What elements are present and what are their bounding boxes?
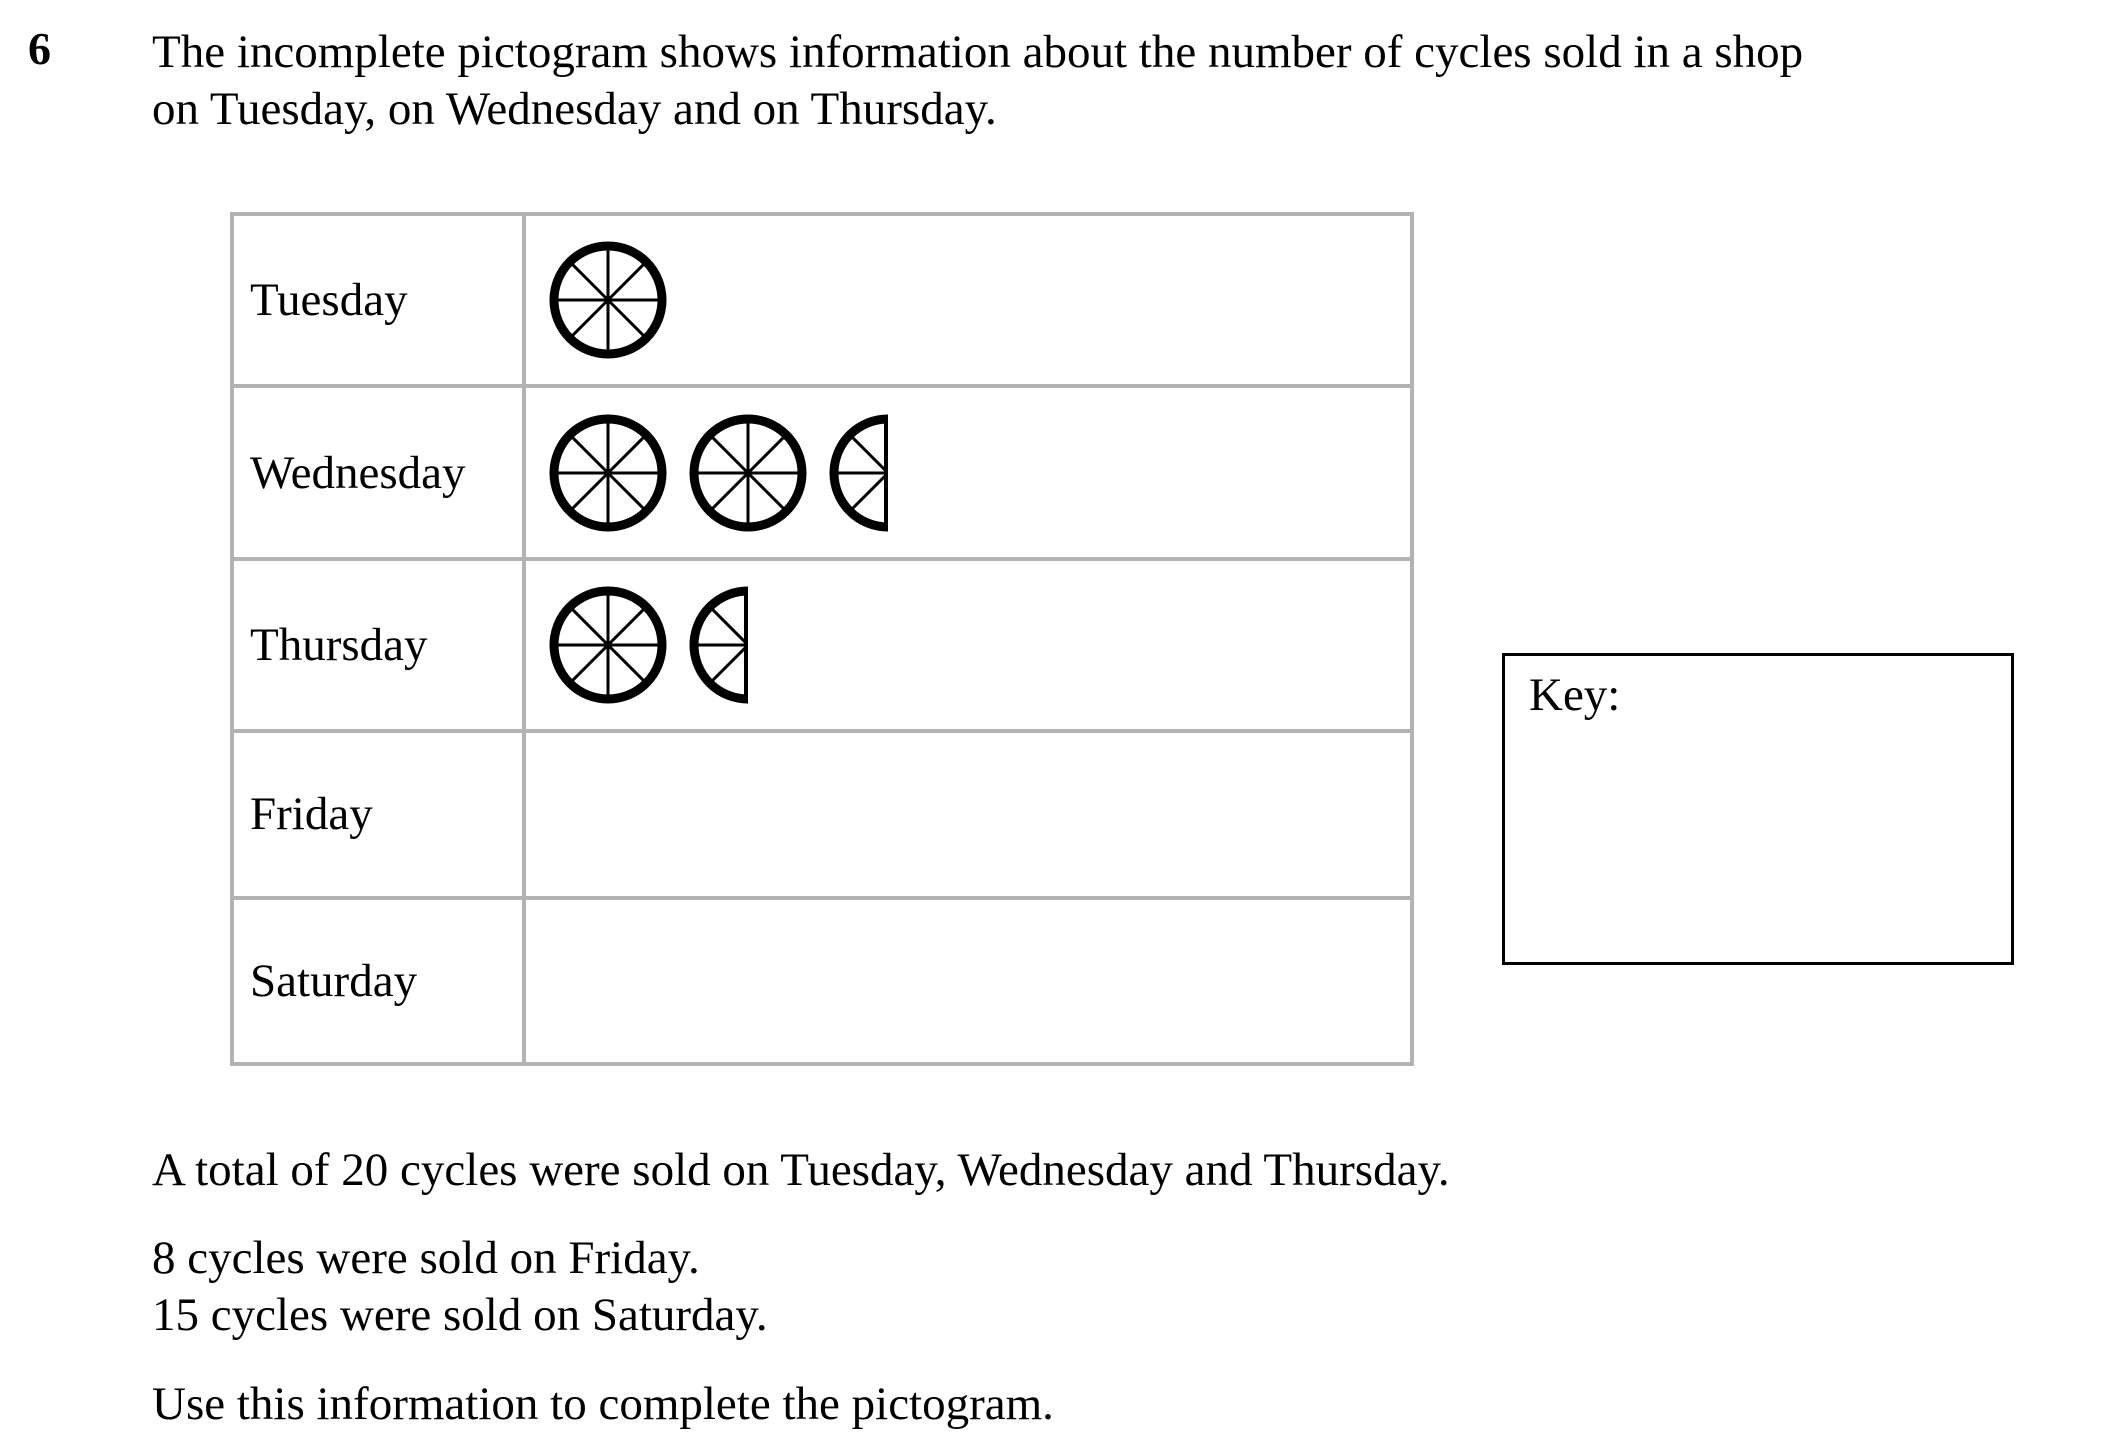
pictogram-row-friday xyxy=(232,731,1412,897)
wheel-icon xyxy=(548,413,668,533)
symbol-cell-empty[interactable] xyxy=(524,898,1412,1064)
pictogram-row-tuesday xyxy=(232,214,1412,386)
day-label: Thursday xyxy=(232,559,524,731)
info-total: A total of 20 cycles were sold on Tuesday, Wednesday and Thursday. xyxy=(152,1144,1450,1196)
day-label: Friday xyxy=(232,731,524,897)
wheel-icon xyxy=(548,585,668,705)
key-box[interactable] xyxy=(1502,653,2014,965)
intro-line-1: The incomplete pictogram shows information about the number of cycles sold in a shop xyxy=(152,26,1804,78)
half-wheel-icon xyxy=(828,413,888,533)
question-intro xyxy=(152,24,2002,138)
symbol-cell xyxy=(524,559,1412,731)
day-label: Tuesday xyxy=(232,214,524,386)
info-saturday: 15 cycles were sold on Saturday. xyxy=(152,1289,768,1341)
pictogram-row-saturday xyxy=(232,898,1412,1064)
wheel-icon xyxy=(688,413,808,533)
info-friday: 8 cycles were sold on Friday. xyxy=(152,1232,700,1284)
intro-line-2: on Tuesday, on Wednesday and on Thursday. xyxy=(152,83,997,135)
pictogram-table xyxy=(230,212,1414,1066)
symbol-cell xyxy=(524,214,1412,386)
question-number: 6 xyxy=(28,23,51,74)
key-label: Key: xyxy=(1529,669,1621,721)
symbol-cell-empty[interactable] xyxy=(524,731,1412,897)
half-wheel-icon xyxy=(688,585,748,705)
symbol-cell xyxy=(524,386,1412,558)
wheel-icon xyxy=(548,240,668,360)
pictogram-row-wednesday xyxy=(232,386,1412,558)
instruction: Use this information to complete the pictogram. xyxy=(152,1378,1054,1430)
day-label: Saturday xyxy=(232,898,524,1064)
day-label: Wednesday xyxy=(232,386,524,558)
pictogram-row-thursday xyxy=(232,559,1412,731)
